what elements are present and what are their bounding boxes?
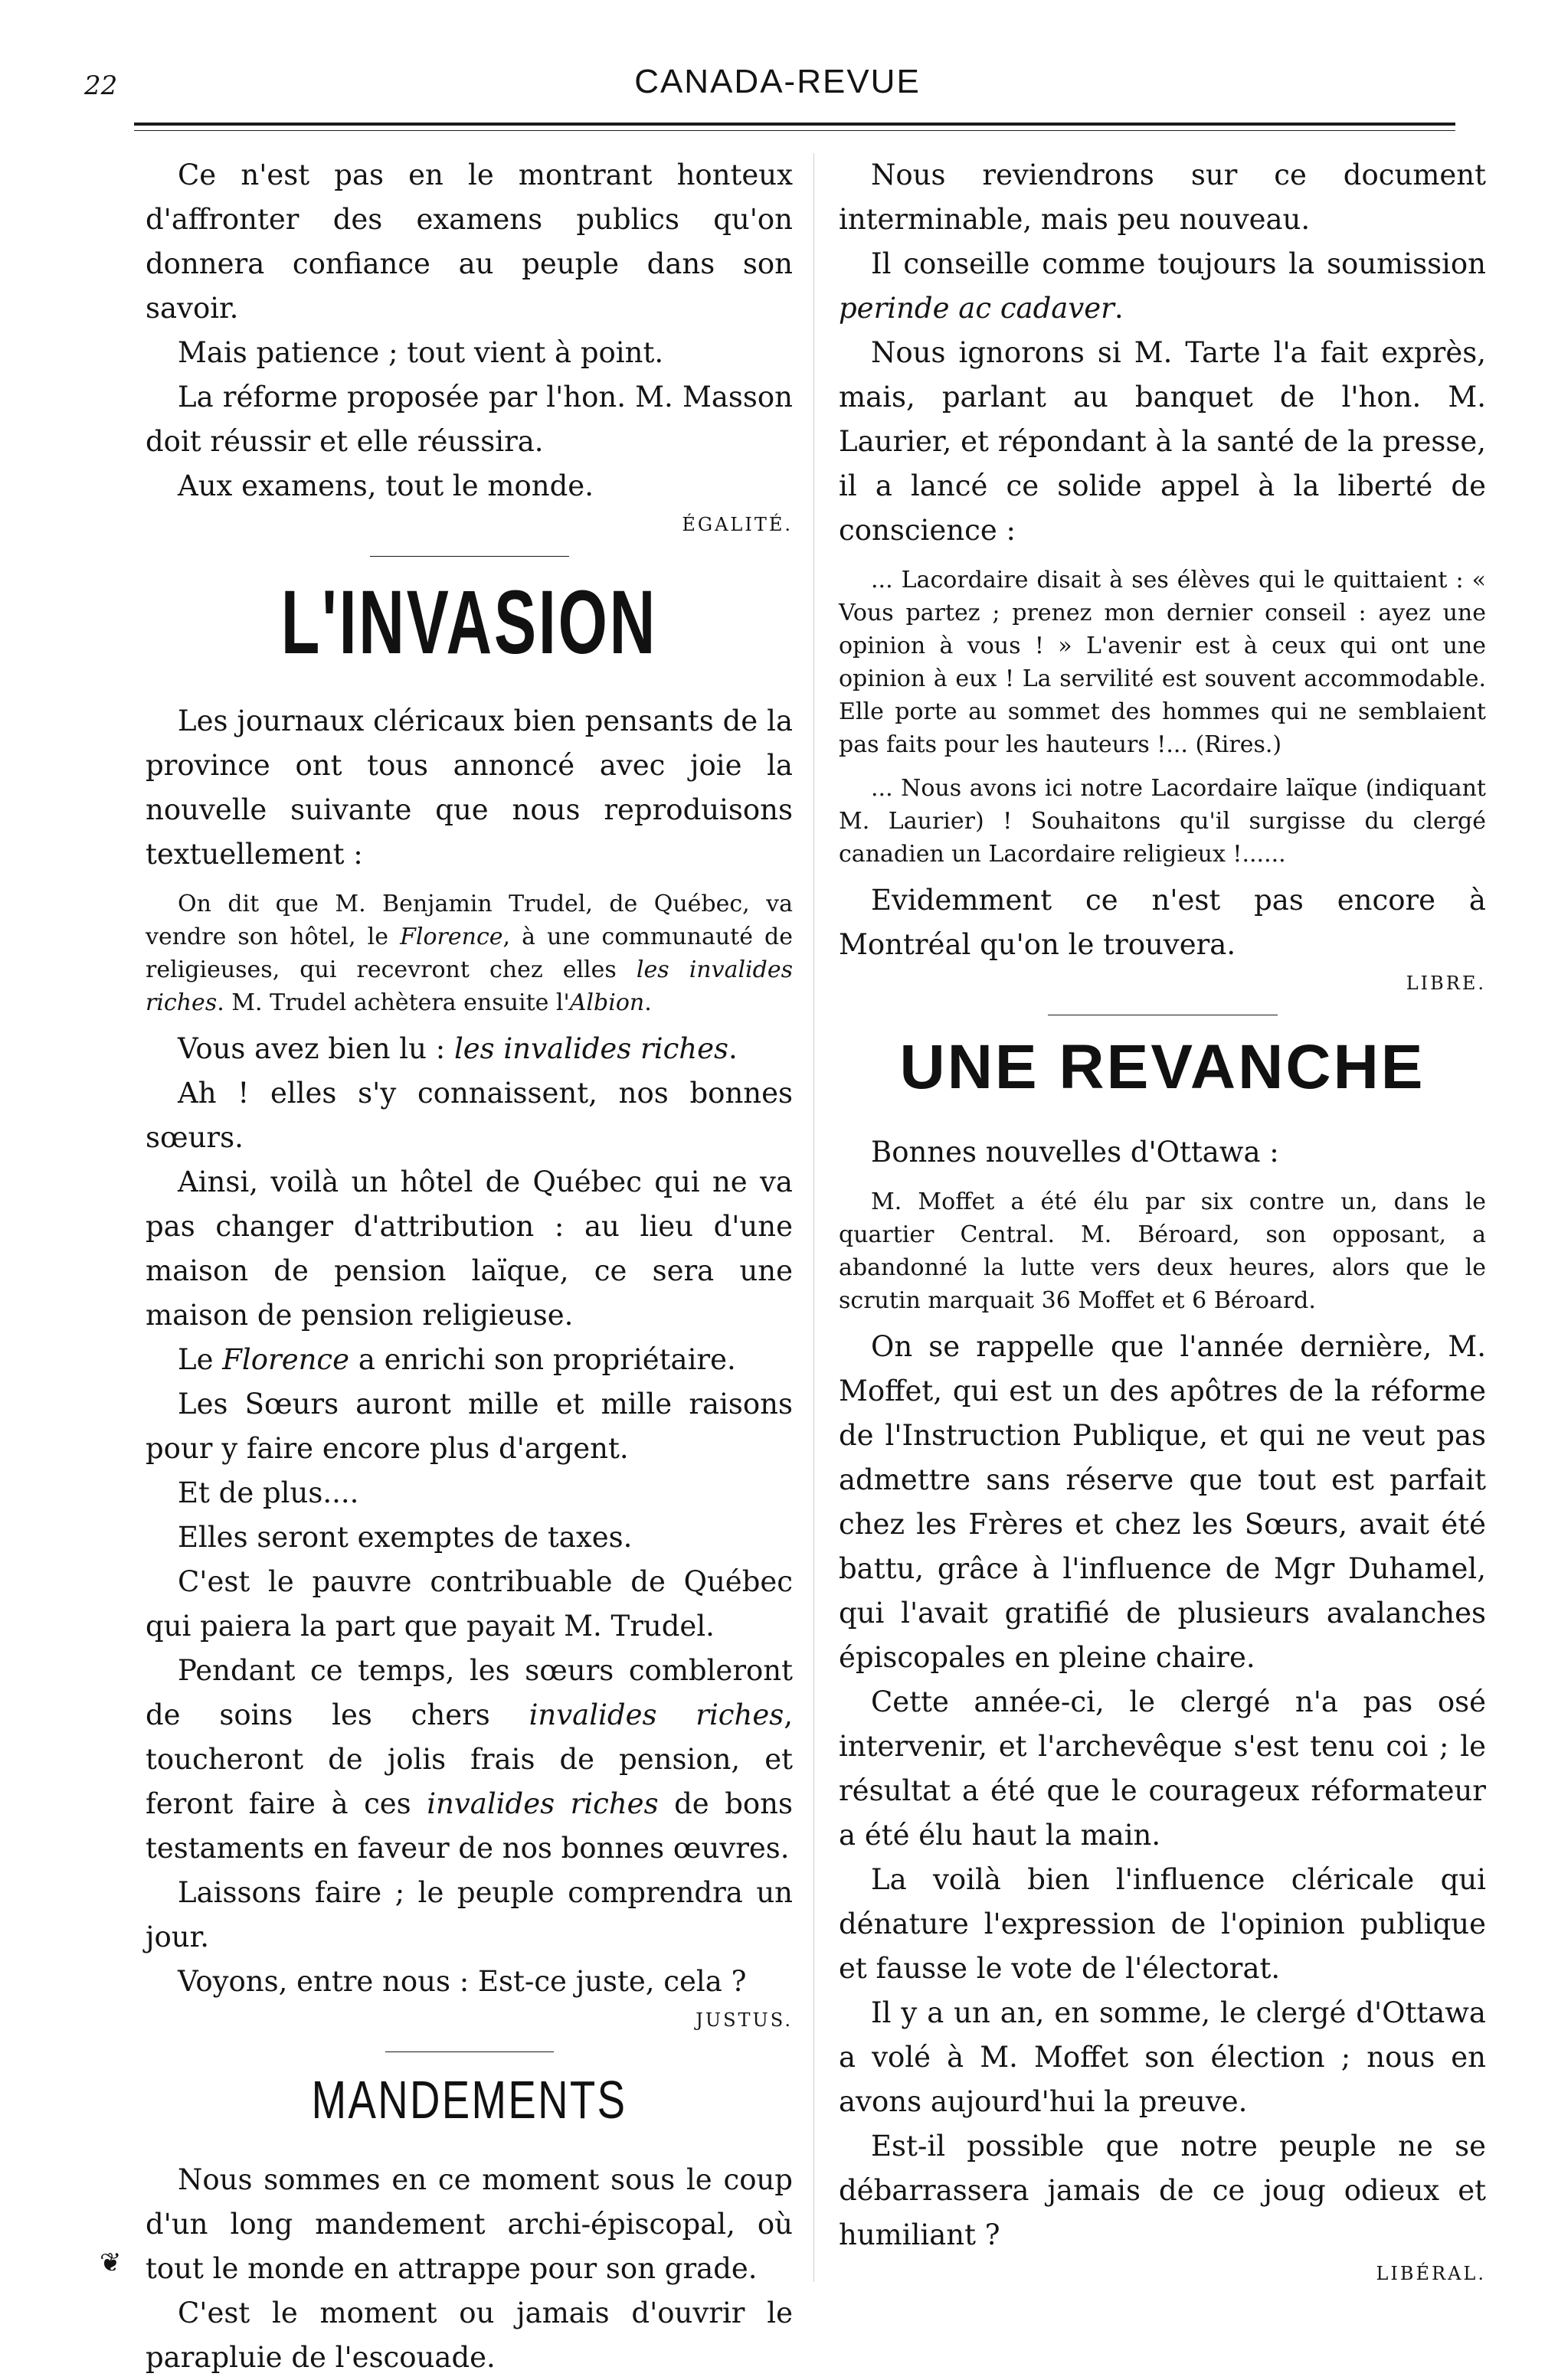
article-paragraph: Pendant ce temps, les sœurs combleront de soins les chers invalides riches, toucheront de jolis frais de pension, et feront faire à ces invalides riches de bons testaments en faveur de nos bonnes œuvres.: [146, 1654, 793, 1865]
article-paragraph: Le Florence a enrichi son propriétaire.: [178, 1343, 736, 1376]
article-signature: LIBRE.: [1406, 973, 1486, 994]
article-signature: JUSTUS.: [696, 2009, 793, 2031]
article-paragraph: Ainsi, voilà un hôtel de Québec qui ne va pas changer d'attribution : au lieu d'une maison de pension laïque, ce sera une maison de pension religieuse.: [146, 1165, 793, 1332]
printer-ornament-icon: ❦: [100, 2248, 122, 2278]
article-paragraph: Laissons faire ; le peuple comprendra un jour.: [146, 1876, 793, 1953]
article-signature: LIBÉRAL.: [1376, 2263, 1486, 2284]
article-paragraph: Nous sommes en ce moment sous le coup d'un long mandement archi-épiscopal, où tout le monde en attrappe pour son grade.: [146, 2163, 793, 2285]
article-paragraph: Voyons, entre nous : Est-ce juste, cela ?: [178, 1965, 747, 1998]
quoted-speech: ... Lacordaire disait à ses élèves qui le quittaient : « Vous partez ; prenez mon dernier conseil : ayez une opinion à vous ! » L'avenir est à ceux qui ont une opinion à eux ! La servilité est souvent accommodable. Elle porte au sommet des hommes qui ne semblaient pas faits pour les hauteurs !... (Rires.): [839, 567, 1486, 758]
article-paragraph: La voilà bien l'influence cléricale qui dénature l'expression de l'opinion publique et fausse le vote de l'électorat.: [839, 1863, 1486, 1985]
article-paragraph: Les journaux cléricaux bien pensants de la province ont tous annoncé avec joie la nouvelle suivante que nous reproduisons textuellement :: [146, 705, 793, 871]
column-divider: [813, 153, 814, 2282]
intro-paragraph: Mais patience ; tout vient à point.: [178, 336, 664, 369]
article-paragraph: Nous ignorons si M. Tarte l'a fait exprès, mais, parlant au banquet de l'hon. M. Laurier, et répondant à la santé de la presse, il a lancé ce solide appel à la liberté de conscience :: [839, 336, 1486, 547]
right-column: [839, 153, 1486, 2297]
article-paragraph: Bonnes nouvelles d'Ottawa :: [871, 1136, 1279, 1169]
quoted-speech: ... Nous avons ici notre Lacordaire laïque (indiquant M. Laurier) ! Souhaitons qu'il surgisse du clergé canadien un Lacordaire religieux !......: [839, 775, 1486, 868]
quoted-news: M. Moffet a été élu par six contre un, dans le quartier Central. M. Béroard, son opposant, a abandonné la lutte vers deux heures, alors que le scrutin marquait 36 Moffet et 6 Béroard.: [839, 1188, 1486, 1314]
article-paragraph: Est-il possible que notre peuple ne se débarrassera jamais de ce joug odieux et humiliant ?: [839, 2130, 1486, 2251]
article-signature: ÉGALITÉ.: [682, 514, 793, 535]
article-paragraph: Et de plus....: [178, 1476, 359, 1509]
headline-invasion: L'INVASION: [280, 572, 658, 673]
left-column: [146, 153, 793, 2380]
article-paragraph: Les Sœurs auront mille et mille raisons pour y faire encore plus d'argent.: [146, 1388, 793, 1465]
section-rule: [385, 2051, 554, 2052]
article-paragraph: On se rappelle que l'année dernière, M. Moffet, qui est un des apôtres de la réforme de l'Instruction Publique, et qui ne veut pas admettre sans réserve que tout est parfait chez les Frères et chez les Sœurs, avait été battu, grâce à l'influence de Mgr Duhamel, qui l'avait gratifié de plusieurs avalanches épiscopales en pleine chaire.: [839, 1330, 1486, 1674]
header-rule-thin: [134, 130, 1455, 131]
journal-title: CANADA-REVUE: [634, 63, 921, 100]
article-paragraph: Il conseille comme toujours la soumission perinde ac cadaver.: [839, 247, 1486, 325]
intro-paragraph: Ce n'est pas en le montrant honteux d'affronter des examens publics qu'on donnera confiance au peuple dans son savoir.: [146, 159, 793, 325]
article-paragraph: Ah ! elles s'y connaissent, nos bonnes sœurs.: [146, 1077, 793, 1154]
article-paragraph: Elles seront exemptes de taxes.: [178, 1521, 633, 1554]
article-paragraph: Il y a un an, en somme, le clergé d'Ottawa a volé à M. Moffet son élection ; nous en avons aujourd'hui la preuve.: [839, 1996, 1486, 2118]
quoted-news: On dit que M. Benjamin Trudel, de Québec, va vendre son hôtel, le Florence, à une communauté de religieuses, qui recevront chez elles les invalides riches. M. Trudel achètera ensuite l'Albion.: [146, 891, 794, 1016]
headline-revanche: UNE REVANCHE: [899, 1032, 1425, 1102]
intro-paragraph: Aux examens, tout le monde.: [178, 469, 594, 502]
article-paragraph: Vous avez bien lu : les invalides riches.: [178, 1032, 738, 1065]
header-rule-thick: [134, 123, 1455, 126]
section-rule: [370, 556, 569, 557]
intro-paragraph: La réforme proposée par l'hon. M. Masson doit réussir et elle réussira.: [146, 381, 793, 458]
page-header: [84, 63, 1471, 109]
article-paragraph: Cette année-ci, le clergé n'a pas osé intervenir, et l'archevêque s'est tenu coi ; le résultat a été que le courageux réformateur a été élu haut la main.: [839, 1685, 1486, 1852]
article-paragraph: C'est le moment ou jamais d'ouvrir le parapluie de l'escouade.: [146, 2297, 793, 2374]
article-paragraph: Evidemment ce n'est pas encore à Montréal qu'on le trouvera.: [839, 884, 1486, 961]
article-paragraph: C'est le pauvre contribuable de Québec qui paiera la part que payait M. Trudel.: [146, 1565, 793, 1643]
page-number: 22: [84, 70, 118, 101]
headline-mandements: MANDEMENTS: [311, 2070, 627, 2130]
article-paragraph: Nous reviendrons sur ce document interminable, mais peu nouveau.: [839, 159, 1486, 236]
